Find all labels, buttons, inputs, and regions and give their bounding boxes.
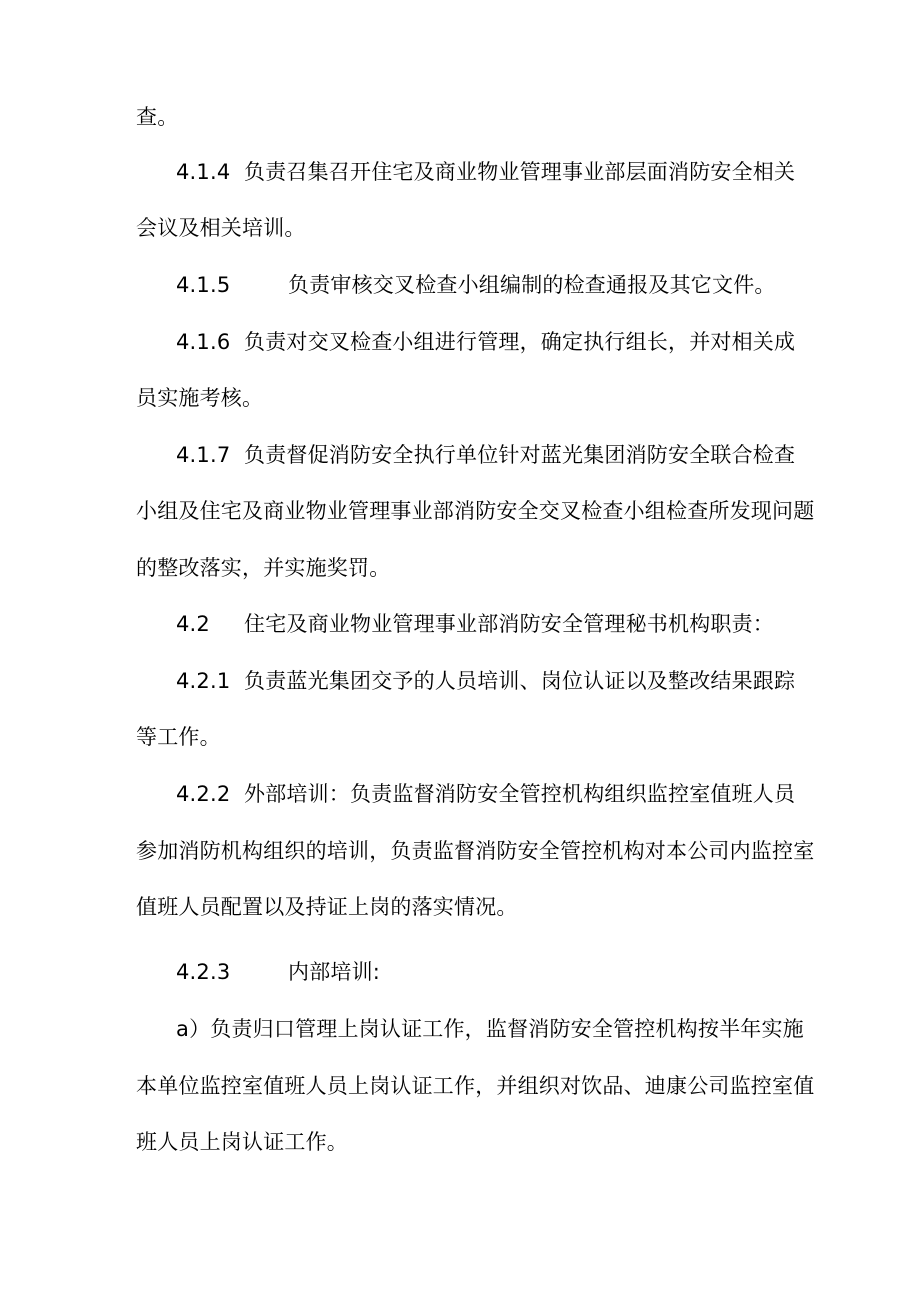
line-text: 查。	[136, 105, 179, 129]
line-text: 等工作。	[136, 725, 221, 749]
line-text: 会议及相关培训。	[136, 216, 306, 240]
line-text: 内部培训:	[288, 960, 381, 984]
text-line-12	[136, 722, 221, 752]
section-number: 4.1.7	[176, 443, 231, 467]
text-line-16	[176, 957, 380, 987]
section-number: 4.2.3	[176, 960, 231, 984]
text-line-1	[136, 102, 178, 132]
text-line-4	[176, 270, 776, 300]
text-line-11	[176, 666, 795, 696]
line-text: 负责蓝光集团交予的人员培训、岗位认证以及整改结果跟踪	[244, 669, 796, 693]
text-line-9	[136, 553, 390, 583]
line-text: 住宅及商业物业管理事业部消防安全管理秘书机构职责：	[244, 612, 774, 636]
line-text: 负责召集召开住宅及商业物业管理事业部层面消防安全相关	[244, 160, 796, 184]
line-text: 值班人员配置以及持证上岗的落实情况。	[136, 895, 518, 919]
section-number: 4.1.6	[176, 330, 231, 354]
line-text: 负责督促消防安全执行单位针对蓝光集团消防安全联合检查	[244, 443, 796, 467]
text-line-17	[176, 1014, 804, 1044]
section-number: 4.1.5	[176, 273, 231, 297]
text-line-3	[136, 213, 306, 243]
text-line-19	[136, 1127, 348, 1157]
line-text: 负责审核交叉检查小组编制的检查通报及其它文件。	[288, 273, 776, 297]
text-line-7	[176, 440, 795, 470]
text-line-6	[136, 383, 263, 413]
line-text: 员实施考核。	[136, 386, 264, 410]
section-number: 4.2	[176, 612, 210, 636]
text-line-13	[176, 779, 795, 809]
line-text: 参加消防机构组织的培训，负责监督消防安全管控机构对本公司内监控室	[136, 839, 815, 863]
line-text: 本单位监控室值班人员上岗认证工作，并组织对饮品、迪康公司监控室值	[136, 1074, 815, 1098]
section-number: 4.1.4	[176, 160, 231, 184]
text-line-8	[136, 496, 814, 526]
line-text: 小组及住宅及商业物业管理事业部消防安全交叉检查小组检查所发现问题	[136, 499, 815, 523]
line-text: a）负责归口管理上岗认证工作，监督消防安全管控机构按半年实施	[176, 1017, 804, 1041]
section-number: 4.2.1	[176, 669, 231, 693]
text-line-2	[176, 157, 795, 187]
text-line-14	[136, 836, 814, 866]
line-text: 班人员上岗认证工作。	[136, 1130, 348, 1154]
text-line-10	[176, 609, 774, 639]
section-number: 4.2.2	[176, 782, 231, 806]
text-line-15	[136, 892, 518, 922]
text-line-18	[136, 1071, 814, 1101]
line-text: 的整改落实，并实施奖罚。	[136, 556, 391, 580]
line-text: 负责对交叉检查小组进行管理，确定执行组长，并对相关成	[244, 330, 796, 354]
text-line-5	[176, 327, 795, 357]
line-text: 外部培训：负责监督消防安全管控机构组织监控室值班人员	[244, 782, 796, 806]
